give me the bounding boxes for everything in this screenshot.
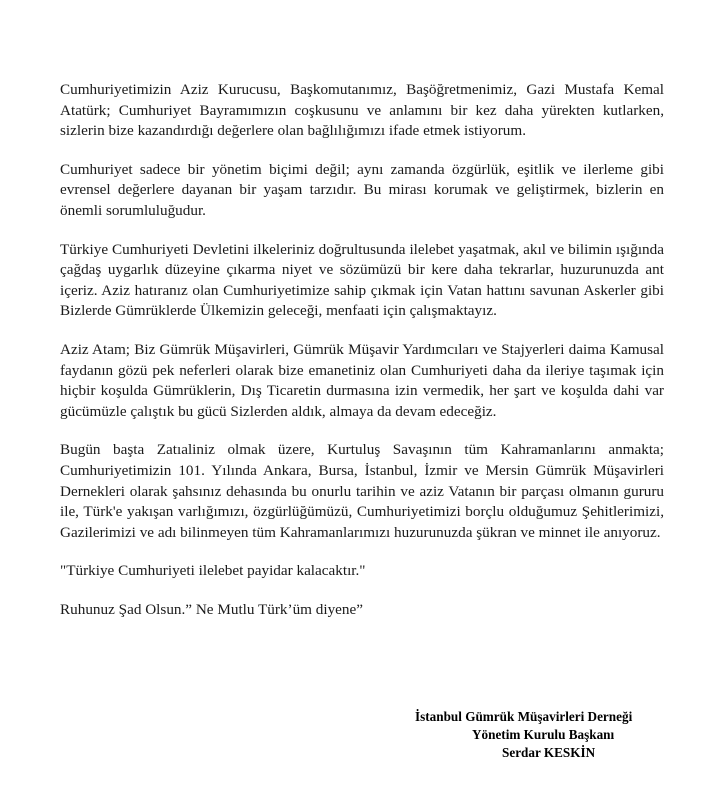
signature-organization: İstanbul Gümrük Müşavirleri Derneği <box>415 709 633 724</box>
closing-line: Ruhunuz Şad Olsun.” Ne Mutlu Türk’üm diyene” <box>60 600 364 618</box>
letter-body <box>60 80 664 638</box>
paragraph-republic-values: Cumhuriyet sadece bir yönetim biçimi değil; aynı zamanda özgürlük, eşitlik ve ilerleme gibi evrensel değerlere dayanan bir yaşam tarzıdır. Bu mirası korumak ve geliştirmek, bizlerin en önemli sorumluluğudur. <box>60 160 664 219</box>
paragraph-commemoration: Bugün başta Zatıaliniz olmak üzere, Kurtuluş Savaşının tüm Kahramanlarını anmakta; Cumhuriyetimizin 101. Yılında Ankara, Bursa, İstanbul, İzmir ve Mersin Gümrük Müşavirleri Dernekleri olarak şahsınız dehasında bu onurlu tarihin ve aziz Vatanın bir parçası olmanın gururu ile, Türk'e yakışan varlığımızı, özgürlüğümüzü, Cumhuriyetimizi borçlu olduğumuz Şehitlerimizi, Gazilerimizi ve adı bilinmeyen tüm Kahramanlarımızı huzurunuzda şükran ve minnet ile anıyoruz. <box>60 441 664 541</box>
paragraph-tribute: Cumhuriyetimizin Aziz Kurucusu, Başkomutanımız, Başöğretmenimiz, Gazi Mustafa Kemal Atatürk; Cumhuriyet Bayramımızın coşkusunu ve anlamını bir kez daha yürekten kutlarken, sizlerin bize kazandırdığı değerlere olan bağlılığımızı ifade etmek istiyorum. <box>60 81 664 140</box>
signature-name: Serdar KESKİN <box>502 744 596 760</box>
signature-title: Yönetim Kurulu Başkanı <box>472 726 615 742</box>
paragraph-oath: Türkiye Cumhuriyeti Devletini ilkeleriniz doğrultusunda ilelebet yaşatmak, akıl ve bilimin ışığında çağdaş uygarlık düzeyine çıkarma niyet ve sözümüzü bir kere daha tekrarlar, huzurunuzda ant içeriz. Aziz hatıranız olan Cumhuriyetimize sahip çıkmak için Vatan hattını savunan Askerler gibi Bizlerde Gümrüklerde Ülkemizin geleceği, menfaati için çalışmaktayız. <box>60 240 664 320</box>
paragraph-customs-brokers: Aziz Atam; Biz Gümrük Müşavirleri, Gümrük Müşavir Yardımcıları ve Stajyerleri daima Kamusal faydanın gözü pek neferleri olarak bize emanetiniz olan Cumhuriyeti daha da ileriye taşımak için hiçbir koşulda Gümrüklerin, Dış Ticaretin durmasına izin vermedik, her şart ve koşulda dahi var gücümüzle çalıştık bu gücü Sizlerden aldık, almaya da devam edeceğiz. <box>60 340 664 420</box>
signature-block <box>415 708 675 761</box>
quote-line: "Türkiye Cumhuriyeti ilelebet payidar kalacaktır." <box>60 562 366 580</box>
